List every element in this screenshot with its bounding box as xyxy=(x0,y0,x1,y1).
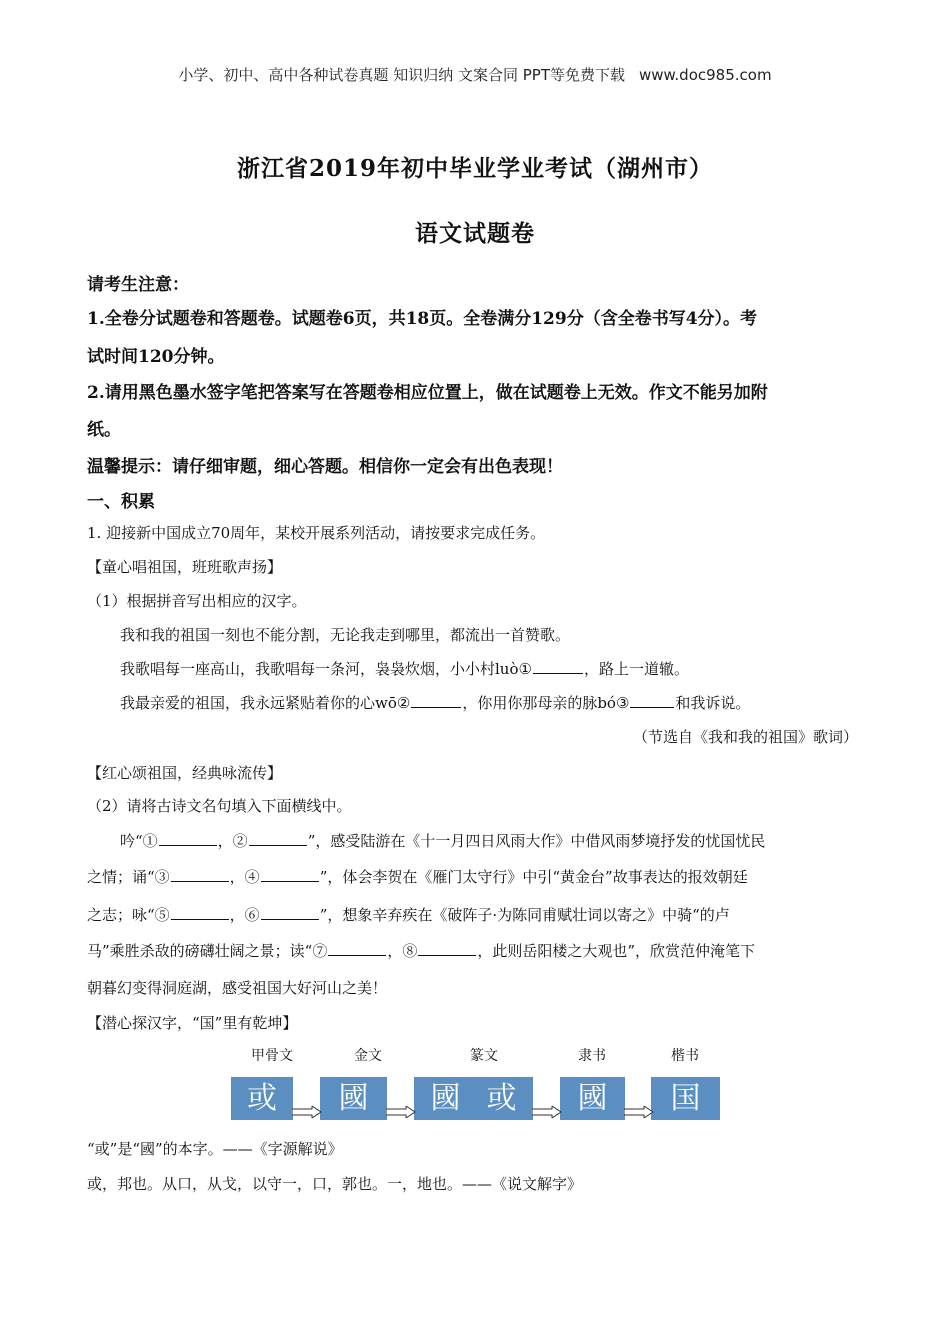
banner-text: 小学、初中、高中各种试卷真题 知识归纳 文案合同 PPT等免费下载 xyxy=(178,66,625,84)
banner-url[interactable]: www.doc985.com xyxy=(638,66,772,84)
lyric-source: （节选自《我和我的祖国》歌词） xyxy=(632,728,858,746)
answer-blank-2[interactable] xyxy=(411,693,461,708)
poem-blank-1[interactable] xyxy=(159,831,217,846)
notice-item1-line1: 1.全卷分试题卷和答题卷。试题卷6页，共18页。全卷满分129分（含全卷书写4分）。考 xyxy=(87,309,758,329)
lyric-line-3-mid: ，你用你那母亲的脉bó③ xyxy=(462,694,630,712)
poem-line-2-text: 之情；诵“③ xyxy=(87,868,170,886)
script-box-bronze xyxy=(320,1077,387,1120)
lyric-line-2-tail: ，路上一道辙。 xyxy=(583,660,689,678)
poem-line-5: 朝暮幻变得洞庭湖，感受祖国大好河山之美！ xyxy=(87,979,388,997)
quote-zi-yuan: “或”是“國”的本字。——《字源解说》 xyxy=(87,1140,343,1158)
poem-blank-2[interactable] xyxy=(249,831,307,846)
poem-line-4 xyxy=(87,940,755,961)
poem-line-1 xyxy=(120,830,765,851)
poem-line-3-tail: ”，想象辛弃疾在《破阵子·为陈同甫赋壮词以寄之》中骑“的卢 xyxy=(319,906,730,924)
part-b-question: （2）请将古诗文名句填入下面横线中。 xyxy=(87,797,352,815)
poem-line-4-mid: ，⑧ xyxy=(387,942,418,960)
script-label-clerical: 隶书 xyxy=(578,1048,606,1064)
part-b-title: 【红心颂祖国，经典咏流传】 xyxy=(87,764,283,782)
seal-glyph-2: 或 xyxy=(486,1080,517,1116)
arrow-right-icon xyxy=(624,1106,654,1118)
poem-line-1-mid: ，② xyxy=(217,832,248,850)
script-label-seal: 篆文 xyxy=(470,1048,498,1064)
script-label-oracle: 甲骨文 xyxy=(251,1048,293,1064)
question-1-intro: 1. 迎接新中国成立70周年，某校开展系列活动，请按要求完成任务。 xyxy=(87,524,546,542)
page-banner xyxy=(0,64,950,85)
quote-shuo-wen: 或，邦也。从口，从戈，以守一，口，郭也。一，地也。——《说文解字》 xyxy=(87,1175,583,1193)
notice-item2-line1: 2.请用黑色墨水签字笔把答案写在答题卷相应位置上，做在试题卷上无效。作文不能另加附 xyxy=(87,383,768,403)
answer-blank-1[interactable] xyxy=(533,659,583,674)
poem-line-1-tail: ”，感受陆游在《十一月四日风雨大作》中借风雨梦境抒发的忧国忧民 xyxy=(307,832,766,850)
poem-blank-3[interactable] xyxy=(171,867,229,882)
poem-line-2-mid: ，④ xyxy=(229,868,260,886)
poem-blank-4[interactable] xyxy=(261,867,319,882)
poem-line-1-text: 吟“① xyxy=(120,832,158,850)
lyric-line-2 xyxy=(120,658,689,679)
script-box-seal xyxy=(414,1077,533,1120)
bronze-glyph: 國 xyxy=(338,1080,369,1116)
lyric-line-1: 我和我的祖国一刻也不能分割，无论我走到哪里，都流出一首赞歌。 xyxy=(120,626,571,644)
script-box-regular xyxy=(651,1077,720,1120)
poem-line-4-tail: ，此则岳阳楼之大观也”，欣赏范仲淹笔下 xyxy=(477,942,756,960)
poem-line-3 xyxy=(87,904,730,925)
poem-blank-6[interactable] xyxy=(261,905,319,920)
poem-line-2 xyxy=(87,866,748,887)
clerical-glyph: 國 xyxy=(577,1080,608,1116)
script-label-regular: 楷书 xyxy=(671,1048,699,1064)
poem-line-2-tail: ”，体会李贺在《雁门太守行》中引“黄金台”故事表达的报效朝廷 xyxy=(319,868,748,886)
notice-item1-line2: 试时间120分钟。 xyxy=(87,347,225,367)
poem-blank-5[interactable] xyxy=(171,905,229,920)
poem-line-3-mid: ，⑥ xyxy=(229,906,260,924)
section-heading: 一、积累 xyxy=(87,492,155,512)
script-box-clerical xyxy=(560,1077,625,1120)
script-box-oracle xyxy=(231,1077,293,1120)
notice-heading: 请考生注意： xyxy=(87,275,189,295)
notice-item2-line2: 纸。 xyxy=(87,420,121,440)
poem-line-4-text: 马”乘胜杀敌的磅礴壮阔之景；读“⑦ xyxy=(87,942,328,960)
seal-glyph-1: 國 xyxy=(430,1080,461,1116)
part-a-title: 【童心唱祖国，班班歌声扬】 xyxy=(87,558,283,576)
arrow-right-icon xyxy=(386,1106,416,1118)
lyric-line-3-tail: 和我诉说。 xyxy=(675,694,751,712)
exam-title: 浙江省2019年初中毕业学业考试（湖州市） xyxy=(236,155,713,182)
lyric-line-3-text: 我最亲爱的祖国，我永远紧贴着你的心wō② xyxy=(120,694,411,712)
poem-blank-7[interactable] xyxy=(328,941,386,956)
arrow-right-icon xyxy=(532,1106,562,1118)
notice-tip: 温馨提示：请仔细审题，细心答题。相信你一定会有出色表现！ xyxy=(87,457,563,477)
part-c-title: 【潜心探汉字，“国”里有乾坤】 xyxy=(87,1014,298,1032)
regular-glyph: 国 xyxy=(670,1080,701,1116)
poem-line-3-text: 之志；咏“⑤ xyxy=(87,906,170,924)
script-label-bronze: 金文 xyxy=(354,1048,382,1064)
arrow-right-icon xyxy=(292,1106,322,1118)
lyric-line-3 xyxy=(120,692,750,713)
exam-subtitle: 语文试题卷 xyxy=(415,220,535,247)
answer-blank-3[interactable] xyxy=(630,693,674,708)
poem-blank-8[interactable] xyxy=(418,941,476,956)
part-a-question: （1）根据拼音写出相应的汉字。 xyxy=(87,592,307,610)
oracle-glyph: 或 xyxy=(247,1080,277,1116)
lyric-line-2-text: 我歌唱每一座高山，我歌唱每一条河，袅袅炊烟，小小村luò① xyxy=(120,660,532,678)
